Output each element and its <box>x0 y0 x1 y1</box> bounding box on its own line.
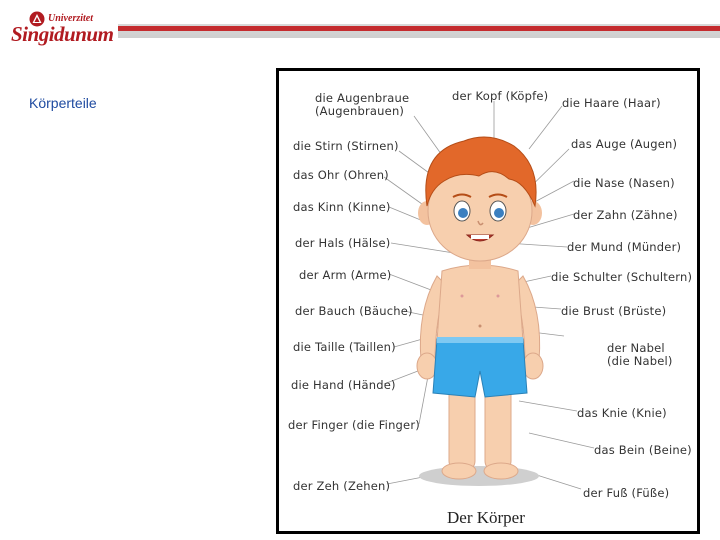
label-neck: der Hals (Hälse) <box>295 236 391 250</box>
label-shoulder: die Schulter (Schultern) <box>551 270 693 284</box>
label-eyebrow: die Augenbraue <box>315 91 410 105</box>
blue-shorts <box>433 339 527 397</box>
label-foot: der Fuß (Füße) <box>583 486 670 500</box>
label-ear: das Ohr (Ohren) <box>293 168 389 182</box>
torso <box>437 265 523 341</box>
label-waist: die Taille (Taillen) <box>293 340 396 354</box>
slide-title: Körperteile <box>29 95 97 111</box>
label-finger: der Finger (die Finger) <box>288 418 420 432</box>
label-mouth: der Mund (Münder) <box>567 240 682 254</box>
left-pupil <box>458 208 468 218</box>
label-chest: die Brust (Brüste) <box>561 304 667 318</box>
label-hand: die Hand (Hände) <box>291 378 396 392</box>
label-navel-plural: (die Nabel) <box>607 354 673 368</box>
label-chin: das Kinn (Kinne) <box>293 200 391 214</box>
label-knee: das Knie (Knie) <box>577 406 667 420</box>
header-bar <box>118 24 720 38</box>
right-pupil <box>494 208 504 218</box>
waistband <box>437 337 523 343</box>
label-tooth: der Zahn (Zähne) <box>573 208 678 222</box>
shadow <box>419 466 539 486</box>
label-arm: der Arm (Arme) <box>299 268 392 282</box>
right-foot <box>484 463 518 479</box>
body-parts-diagram <box>276 68 700 534</box>
label-belly: der Bauch (Bäuche) <box>295 304 413 318</box>
diagram-caption: Der Körper <box>447 508 525 527</box>
label-head: der Kopf (Köpfe) <box>452 89 549 103</box>
logo-name: Singidunum <box>11 22 114 46</box>
label-toe: der Zeh (Zehen) <box>293 479 391 493</box>
label-hair: die Haare (Haar) <box>562 96 661 110</box>
left-foot <box>442 463 476 479</box>
label-navel: der Nabel <box>607 341 665 355</box>
left-chest <box>461 295 464 298</box>
logo-subtitle: Univerzitet <box>48 13 93 24</box>
right-chest <box>497 295 500 298</box>
header-red-stripe <box>118 26 720 31</box>
label-leg: das Bein (Beine) <box>594 443 692 457</box>
navel <box>479 325 482 328</box>
label-eyebrow-plural: (Augenbrauen) <box>315 104 405 118</box>
label-forehead: die Stirn (Stirnen) <box>293 139 399 153</box>
label-nose: die Nase (Nasen) <box>573 176 675 190</box>
university-logo <box>8 10 114 46</box>
label-eye: das Auge (Augen) <box>571 137 678 151</box>
teeth <box>471 235 489 239</box>
